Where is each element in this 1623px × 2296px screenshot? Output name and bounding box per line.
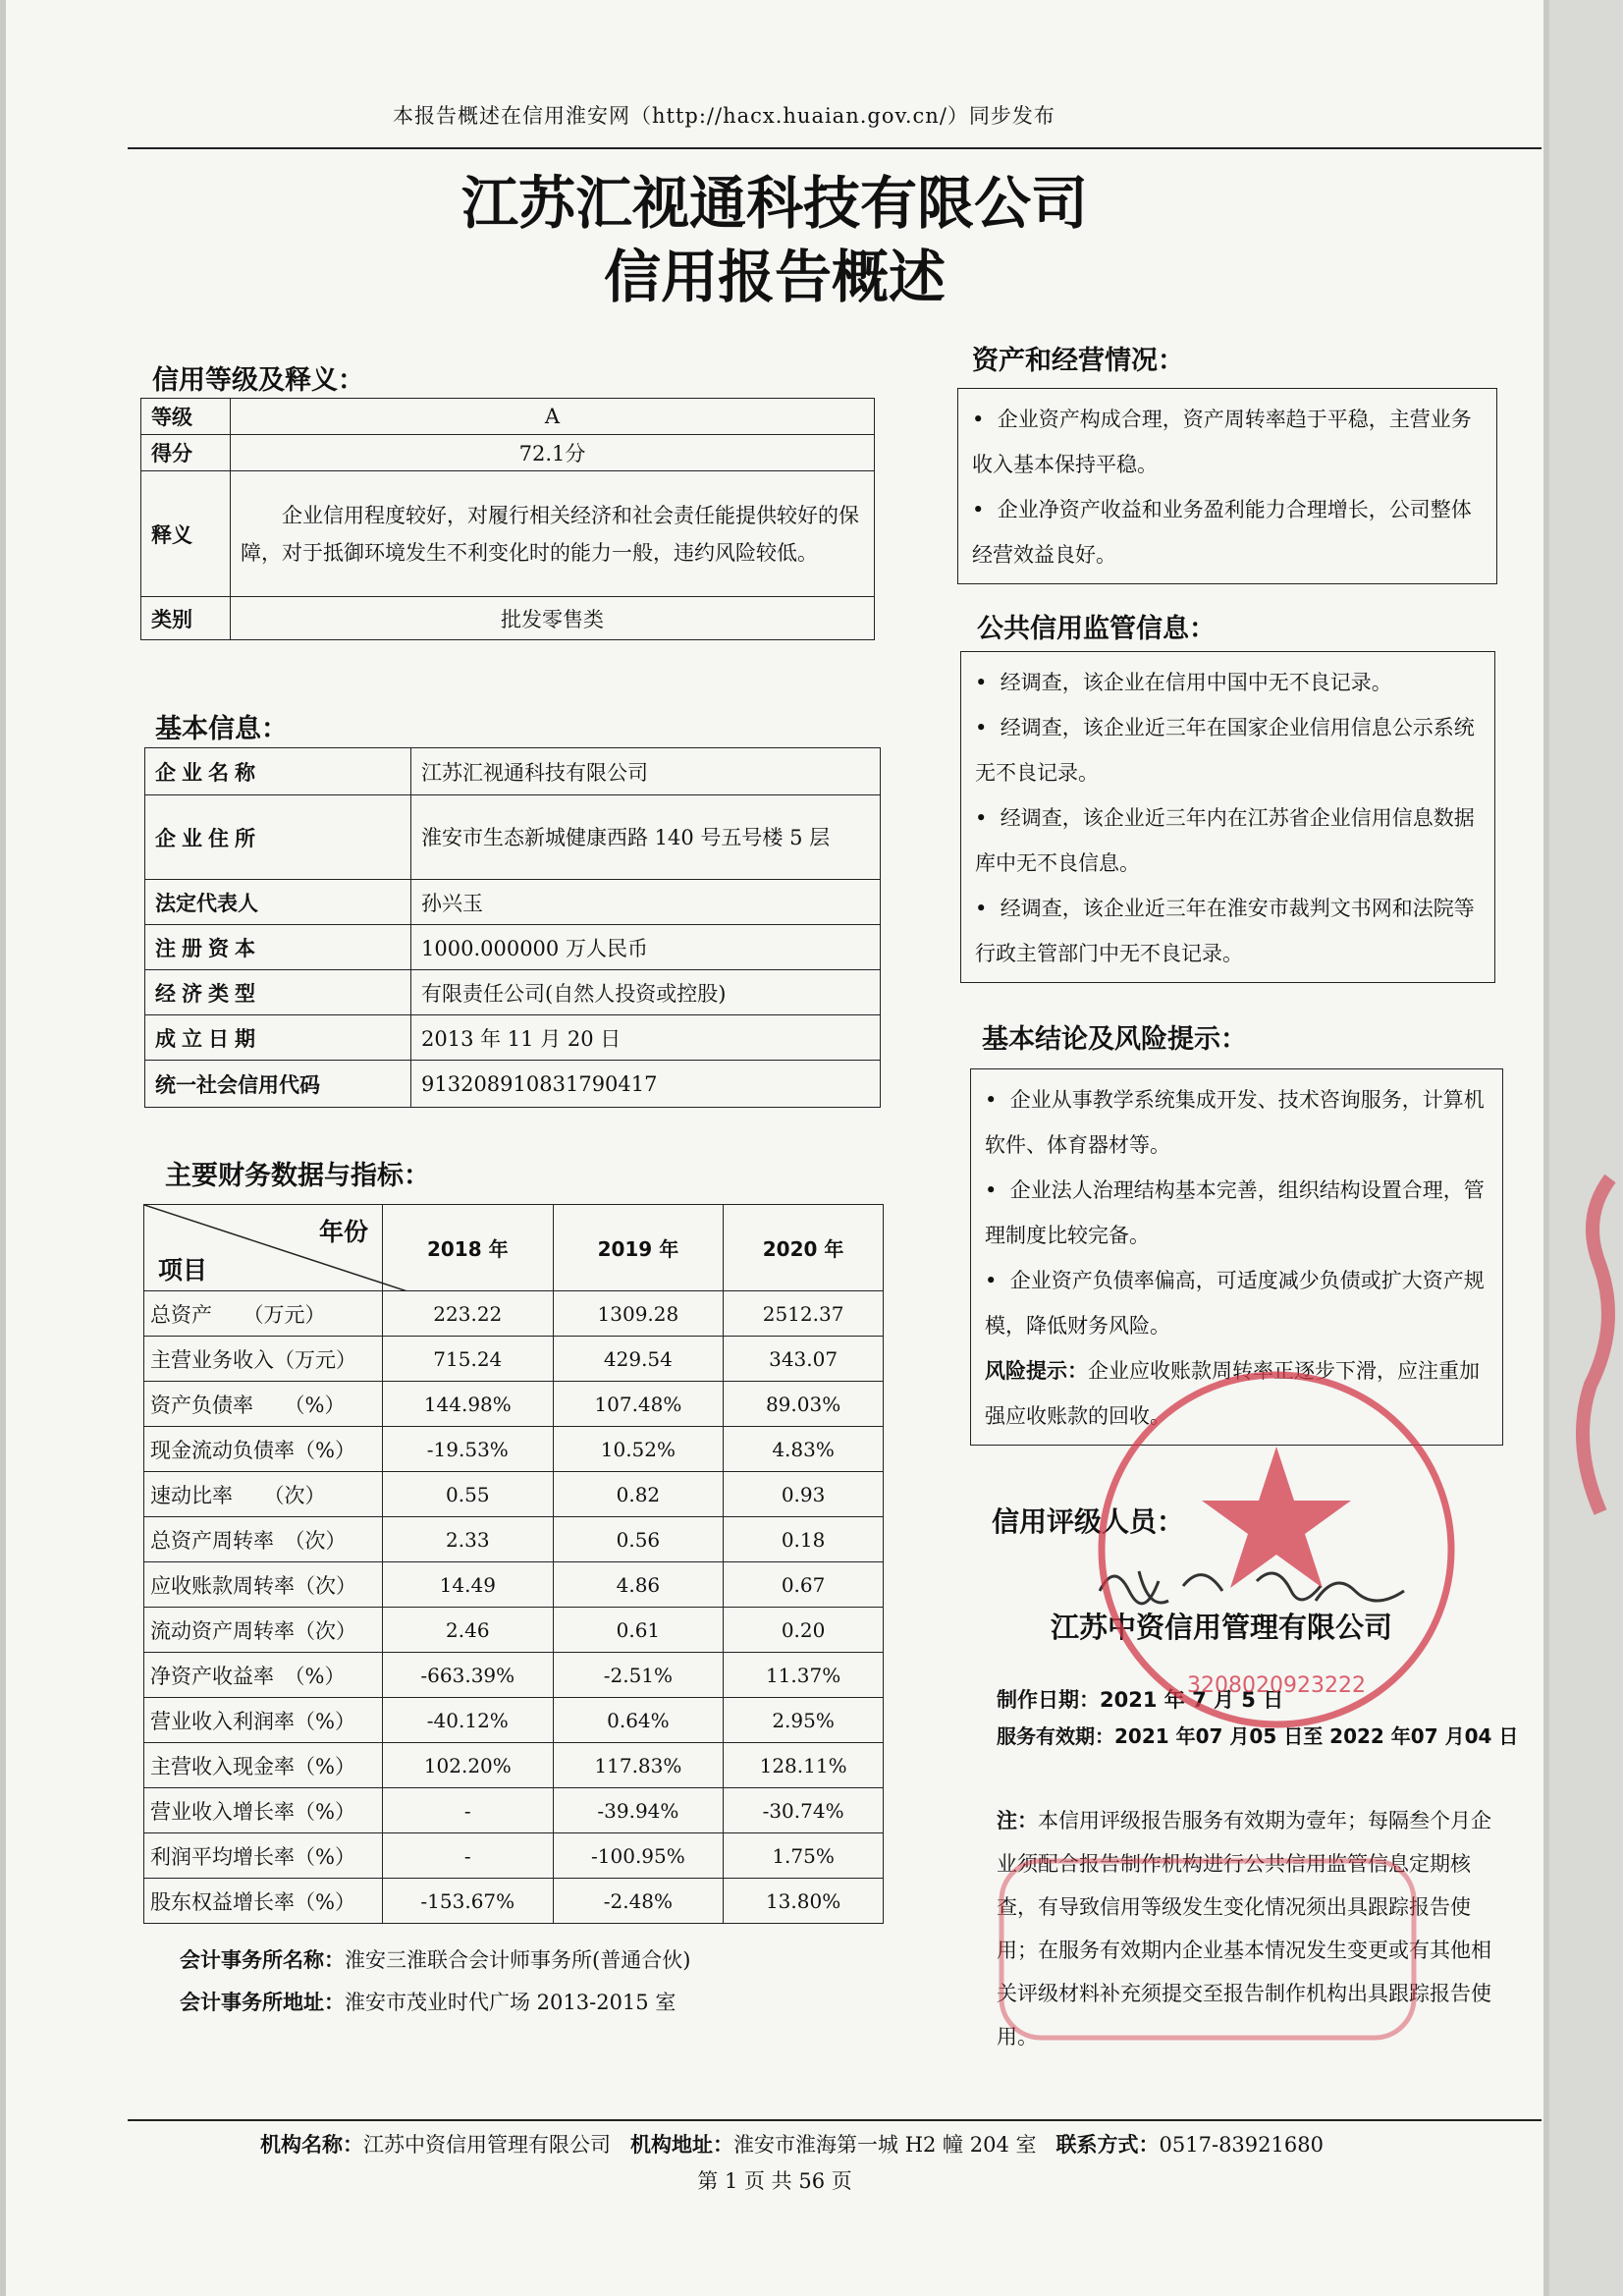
financial-row: [144, 1382, 884, 1427]
basic-value-5: 2013 年 11 月 20 日: [411, 1015, 881, 1061]
basic-label-0: 企业名称: [145, 748, 411, 795]
financial-value-1: 0.56: [553, 1517, 724, 1562]
grade-label: 等级: [141, 399, 231, 435]
financial-row: [144, 1833, 884, 1879]
header-rule: [128, 147, 1542, 149]
financial-body: [144, 1291, 884, 1924]
year-header-0: 2018 年: [383, 1205, 554, 1291]
firm-name-line: [180, 1944, 690, 1974]
financial-value-0: 223.22: [383, 1291, 554, 1337]
financial-value-0: 2.46: [383, 1608, 554, 1653]
financial-value-0: -19.53%: [383, 1427, 554, 1472]
date-value: 2021 年 7 月 5 日: [1100, 1688, 1284, 1712]
rating-table: [140, 398, 875, 640]
financial-value-1: -100.95%: [553, 1833, 724, 1879]
year-header-1: 2019 年: [553, 1205, 724, 1291]
conclusion-item-0: • 企业从事教学系统集成开发、技术咨询服务，计算机软件、体育器材等。: [985, 1088, 1485, 1157]
basic-value-6: 913208910831790417: [411, 1061, 881, 1108]
year-header-2: 2020 年: [724, 1205, 884, 1291]
financial-value-0: 102.20%: [383, 1743, 554, 1788]
financial-value-1: -2.51%: [553, 1653, 724, 1698]
firm-addr: 淮安市茂业时代广场 2013-2015 室: [345, 1991, 676, 2014]
note-text: 本信用评级报告服务有效期为壹年；每隔叁个月企业须配合报告制作机构进行公共信用监管信息定期核查，有导致信用等级发生变化情况须出具跟踪报告使用；在服务有效期内企业基本情况发生变更或有其他相关评级材料补充须提交至报告制作机构出具跟踪报告使用。: [997, 1809, 1491, 2049]
page-edge-left: [0, 0, 6, 2296]
basic-value-1: 淮安市生态新城健康西路 140 号五号楼 5 层: [411, 795, 881, 880]
footer-addr-label: 机构地址：: [630, 2133, 734, 2157]
financial-row: [144, 1608, 884, 1653]
firm-name-label: 会计事务所名称：: [180, 1948, 345, 1972]
score-value: 72.1分: [231, 435, 875, 471]
financial-row: [144, 1472, 884, 1517]
financial-row: [144, 1517, 884, 1562]
footer-org: 江苏中资信用管理有限公司: [363, 2133, 611, 2157]
basic-label-6: 统一社会信用代码: [145, 1061, 411, 1108]
valid-value: 2021 年07 月05 日至 2022 年07 月04 日: [1114, 1724, 1519, 1748]
margin-seal-fragment: [1571, 1169, 1623, 1522]
financial-row: [144, 1337, 884, 1382]
public-heading: 公共信用监管信息：: [977, 614, 1216, 644]
financial-value-1: -2.48%: [553, 1879, 724, 1924]
financial-item-label: 营业收入增长率（%）: [144, 1788, 383, 1833]
public-item-1: • 经调查，该企业近三年在国家企业信用信息公示系统无不良记录。: [975, 716, 1475, 785]
footer-addr: 淮安市淮海第一城 H2 幢 204 室: [733, 2133, 1037, 2157]
financial-item-label: 流动资产周转率（次）: [144, 1608, 383, 1653]
financial-row: [144, 1788, 884, 1833]
financial-item-label: 现金流动负债率（%）: [144, 1427, 383, 1472]
basic-value-4: 有限责任公司(自然人投资或控股): [411, 970, 881, 1015]
financial-value-1: 117.83%: [553, 1743, 724, 1788]
corner-year-label: 年份: [318, 1218, 368, 1246]
financial-value-1: 4.86: [553, 1562, 724, 1608]
financial-item-label: 利润平均增长率（%）: [144, 1833, 383, 1879]
financial-row: [144, 1698, 884, 1743]
note-label: 注：: [997, 1809, 1038, 1832]
footer-org-label: 机构名称：: [260, 2133, 363, 2157]
public-item-0: • 经调查，该企业在信用中国中无不良记录。: [975, 671, 1392, 694]
financial-value-0: -: [383, 1833, 554, 1879]
public-box: [960, 651, 1495, 983]
meaning-label: 释义: [141, 471, 231, 597]
financial-corner-cell: [144, 1205, 383, 1291]
footer-contact: 0517-83921680: [1159, 2133, 1324, 2157]
valid-label: 服务有效期：: [997, 1724, 1114, 1748]
financial-value-2: 1.75%: [724, 1833, 884, 1879]
financial-item-label: 营业收入利润率（%）: [144, 1698, 383, 1743]
financial-value-1: -39.94%: [553, 1788, 724, 1833]
rating-heading: 信用等级及释义：: [152, 365, 364, 396]
financial-table: [143, 1204, 884, 1924]
risk-text: 企业应收账款周转率正逐步下滑，应注重加强应收账款的回收。: [985, 1359, 1480, 1428]
financial-value-0: -663.39%: [383, 1653, 554, 1698]
financial-value-2: 0.20: [724, 1608, 884, 1653]
category-label: 类别: [141, 597, 231, 640]
financial-value-1: 0.61: [553, 1608, 724, 1653]
basic-value-0: 江苏汇视通科技有限公司: [411, 748, 881, 795]
financial-item-label: 总资产 （万元）: [144, 1291, 383, 1337]
basic-table: [144, 747, 881, 1108]
basic-label-3: 注册资本: [145, 925, 411, 970]
footer-contact-label: 联系方式：: [1055, 2133, 1160, 2157]
rater-heading: 信用评级人员：: [992, 1505, 1185, 1538]
financial-item-label: 应收账款周转率（次）: [144, 1562, 383, 1608]
financial-heading: 主要财务数据与指标：: [165, 1161, 430, 1191]
financial-row: [144, 1291, 884, 1337]
basic-label-4: 经济类型: [145, 970, 411, 1015]
basic-value-2: 孙兴玉: [411, 880, 881, 925]
financial-value-2: 128.11%: [724, 1743, 884, 1788]
financial-item-label: 股东权益增长率（%）: [144, 1879, 383, 1924]
financial-item-label: 净资产收益率 （%）: [144, 1653, 383, 1698]
financial-value-1: 429.54: [553, 1337, 724, 1382]
financial-row: [144, 1427, 884, 1472]
financial-value-2: 4.83%: [724, 1427, 884, 1472]
financial-value-0: 14.49: [383, 1562, 554, 1608]
public-item-3: • 经调查，该企业近三年在淮安市裁判文书网和法院等行政主管部门中无不良记录。: [975, 897, 1475, 965]
footer-rule: [128, 2119, 1542, 2121]
basic-label-2: 法定代表人: [145, 880, 411, 925]
assets-box: [957, 388, 1497, 584]
seal-number: 3208020923222: [1187, 1673, 1366, 1698]
financial-value-2: -30.74%: [724, 1788, 884, 1833]
company-seal-stamp: [1090, 1363, 1463, 1736]
firm-addr-line: [180, 1987, 676, 2016]
financial-value-2: 11.37%: [724, 1653, 884, 1698]
financial-value-0: -153.67%: [383, 1879, 554, 1924]
grade-value: A: [231, 399, 875, 435]
footer-line: [260, 2129, 1324, 2159]
financial-item-label: 总资产周转率 （次）: [144, 1517, 383, 1562]
second-seal-stamp: [992, 1851, 1424, 2048]
financial-value-2: 2512.37: [724, 1291, 884, 1337]
financial-item-label: 主营业务收入（万元）: [144, 1337, 383, 1382]
assets-heading: 资产和经营情况：: [972, 346, 1184, 376]
category-value: 批发零售类: [231, 597, 875, 640]
financial-value-0: 0.55: [383, 1472, 554, 1517]
page-title: 江苏汇视通科技有限公司: [460, 170, 1088, 237]
financial-row: [144, 1743, 884, 1788]
basic-heading: 基本信息：: [155, 714, 288, 744]
financial-item-label: 资产负债率 （%）: [144, 1382, 383, 1427]
financial-row: [144, 1562, 884, 1608]
firm-addr-label: 会计事务所地址：: [180, 1991, 345, 2014]
financial-value-1: 1309.28: [553, 1291, 724, 1337]
date-label: 制作日期：: [997, 1688, 1100, 1712]
financial-value-0: 2.33: [383, 1517, 554, 1562]
financial-value-2: 0.18: [724, 1517, 884, 1562]
financial-value-0: 144.98%: [383, 1382, 554, 1427]
financial-value-0: -: [383, 1788, 554, 1833]
meaning-value: 企业信用程度较好，对履行相关经济和社会责任能提供较好的保障，对于抵御环境发生不利变化时的能力一般，违约风险较低。: [231, 471, 875, 597]
page-edge-right: [1543, 0, 1549, 2296]
financial-value-2: 89.03%: [724, 1382, 884, 1427]
conclusion-item-2: • 企业资产负债率偏高，可适度减少负债或扩大资产规模，降低财务风险。: [985, 1269, 1485, 1338]
assets-item-0: • 企业资产构成合理，资产周转率趋于平稳，主营业务收入基本保持平稳。: [972, 408, 1472, 476]
financial-value-2: 0.67: [724, 1562, 884, 1608]
financial-value-2: 0.93: [724, 1472, 884, 1517]
rater-company: 江苏中资信用管理有限公司: [1051, 1611, 1393, 1644]
financial-item-label: 主营收入现金率（%）: [144, 1743, 383, 1788]
financial-value-1: 0.82: [553, 1472, 724, 1517]
basic-value-3: 1000.000000 万人民币: [411, 925, 881, 970]
score-label: 得分: [141, 435, 231, 471]
financial-value-1: 0.64%: [553, 1698, 724, 1743]
financial-value-2: 13.80%: [724, 1879, 884, 1924]
financial-value-2: 343.07: [724, 1337, 884, 1382]
basic-label-5: 成立日期: [145, 1015, 411, 1061]
financial-row: [144, 1879, 884, 1924]
financial-value-1: 107.48%: [553, 1382, 724, 1427]
header-line: 本报告概述在信用淮安网（http://hacx.huaian.gov.cn/）同步发布: [393, 104, 1055, 128]
public-item-2: • 经调查，该企业近三年内在江苏省企业信用信息数据库中无不良信息。: [975, 806, 1475, 875]
basic-label-1: 企业住所: [145, 795, 411, 880]
assets-item-1: • 企业净资产收益和业务盈利能力合理增长，公司整体经营效益良好。: [972, 498, 1472, 567]
page-subtitle: 信用报告概述: [603, 244, 946, 310]
financial-value-1: 10.52%: [553, 1427, 724, 1472]
firm-name: 淮安三淮联合会计师事务所(普通合伙): [345, 1948, 691, 1972]
financial-value-0: -40.12%: [383, 1698, 554, 1743]
conclusion-item-1: • 企业法人治理结构基本完善，组织结构设置合理，管理制度比较完备。: [985, 1178, 1485, 1247]
financial-item-label: 速动比率 （次）: [144, 1472, 383, 1517]
corner-item-label: 项目: [158, 1256, 208, 1285]
financial-value-0: 715.24: [383, 1337, 554, 1382]
financial-row: [144, 1653, 884, 1698]
conclusion-heading: 基本结论及风险提示：: [982, 1024, 1247, 1055]
financial-value-2: 2.95%: [724, 1698, 884, 1743]
risk-label: 风险提示：: [985, 1359, 1088, 1383]
page-number: 第 1 页 共 56 页: [697, 2169, 852, 2193]
